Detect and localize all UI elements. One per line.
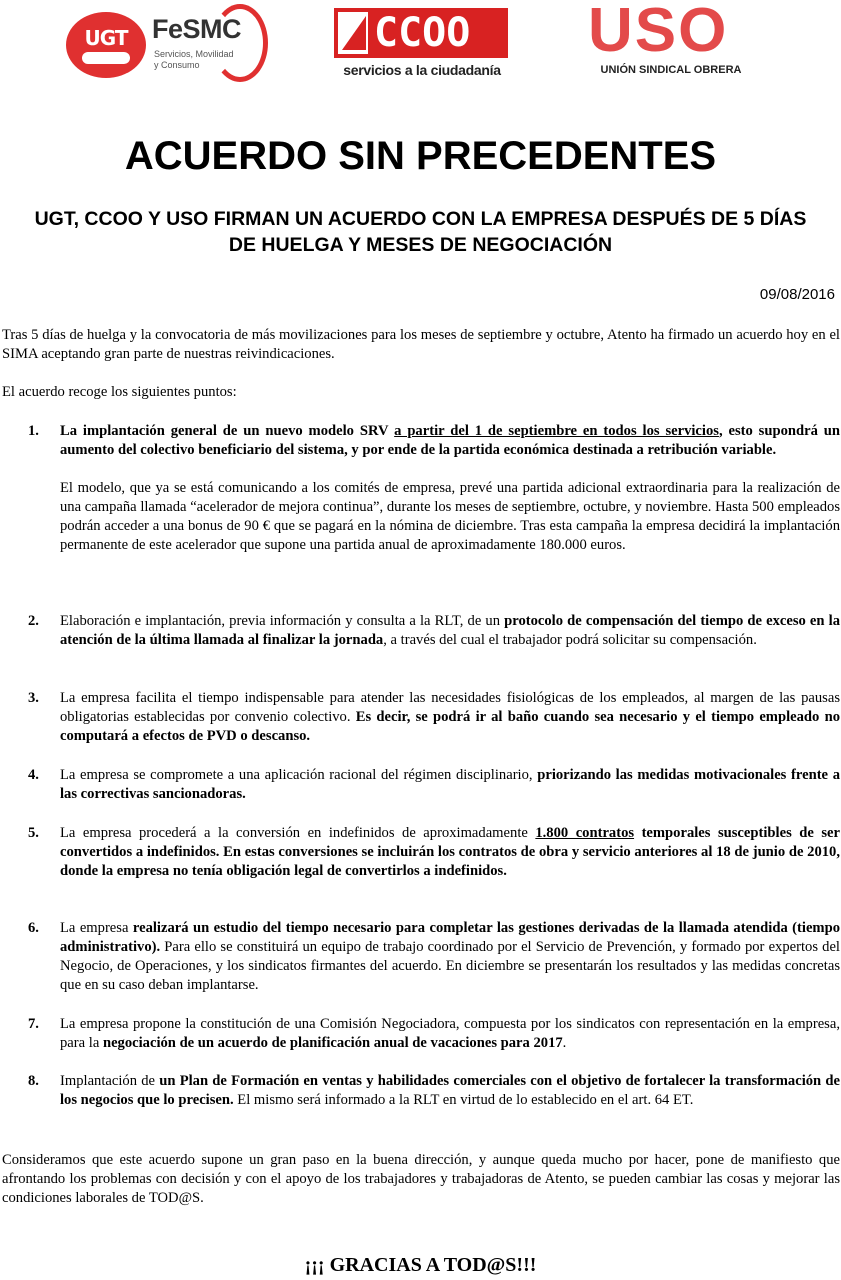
list-item-number: 3. [28, 690, 39, 706]
closing-paragraph: Consideramos que este acuerdo supone un gran paso en la buena dirección, y aunque queda mucho por hacer, pone de manifiesto que afrontando los problemas con decisión y con el apoyo de los trabajadores y trabajadoras de Atento, se pueden cambiar las cosas y mejorar las condiciones laborales de TOD@S. [2, 1152, 840, 1206]
list-item [28, 689, 840, 746]
ccoo-mark: CCOO [374, 10, 471, 56]
ugt-circle-icon [66, 12, 146, 78]
item-text-part: Elaboración e implantación, previa información y consulta a la RLT, de un [60, 613, 505, 629]
list-item-text [60, 612, 840, 650]
intro-paragraph: Tras 5 días de huelga y la convocatoria de más movilizaciones para los meses de septiembre y octubre, Atento ha firmado un acuerdo hoy en el SIMA aceptando gran parte de nuestras reivindicaciones. [2, 327, 840, 362]
list-item [28, 766, 840, 804]
page-subtitle: UGT, CCOO Y USO FIRMAN UN ACUERDO CON LA EMPRESA DESPUÉS DE 5 DÍAS DE HUELGA Y MESES DE NEGOCIACIÓN [34, 208, 807, 256]
list-item-text [60, 689, 840, 746]
list-item-number: 7. [28, 1016, 39, 1032]
item-text-bold: priorizando las medidas motivacionales frente a las correctivas sancionadoras. [60, 767, 841, 802]
item-text-underlined: a partir del 1 de septiembre en todos los servicios [394, 423, 719, 439]
list-item-number: 5. [28, 825, 39, 841]
list-item-text [60, 919, 840, 995]
lead-paragraph: El acuerdo recoge los siguientes puntos: [2, 384, 237, 400]
item-text-part: La empresa propone la constitución de una Comisión Negociadora, compuesta por los sindicatos con representación en la empresa, para la [60, 1016, 840, 1051]
item-text-bold: negociación de un acuerdo de planificación anual de vacaciones para 2017 [102, 1035, 563, 1051]
item-text-bold: Es decir, se podrá ir al baño cuando sea necesario y el tiempo empleado no computará a efectos de PVD o descanso. [60, 709, 840, 744]
list-item [28, 1015, 840, 1053]
item-text-part: La empresa procederá a la conversión en indefinidos de aproximadamente [60, 825, 536, 841]
handshake-icon [82, 52, 130, 64]
thanks-message: ¡¡¡ GRACIAS A TOD@S!!! [304, 1254, 537, 1276]
list-item [28, 612, 840, 650]
logo-bar [0, 0, 841, 90]
fesmc-subtitle-line-1: Servicios, Movilidad [154, 49, 234, 59]
fesmc-arc-icon [212, 4, 268, 82]
list-item-text [60, 1072, 840, 1110]
list-item-detail: El modelo, que ya se está comunicando a los comités de empresa, prevé una partida adicional extraordinaria para la realización de una campaña llamada “acelerador de mejora continua”, durante los meses de septiembre, octubre, y noviembre. Hasta 500 empleados podrán acceder a una bonus de 90 € que se pagará en la nómina de diciembre. Tras esta campaña la empresa decidirá la implantación permanente de este acelerador que supone una partida anual de aproximadamente 180.000 euros. [60, 480, 840, 553]
fesmc-title: FeSMC [152, 14, 242, 44]
list-item [28, 1072, 840, 1110]
list-item [28, 824, 840, 881]
item-text-part: . [562, 1035, 567, 1051]
item-text-part: La empresa facilita el tiempo indispensable para atender las necesidades fisiológicas de los empleados, al margen de las pausas obligatorias establecidas por convenio colectivo. [60, 690, 840, 725]
document-date: 09/08/2016 [759, 286, 835, 303]
item-text-bold-underlined: 1.800 contratos [535, 825, 635, 841]
item-text-bold: un Plan de Formación en ventas y habilidades comerciales con el objetivo de fortalecer la transformación de los negocios que lo precisen. [60, 1073, 840, 1108]
item-text-part: Para ello se constituirá un equipo de trabajo coordinado por el Servicio de Prevención, y formado por expertos del Negocio, de Operaciones, y los sindicatos firmantes del acuerdo. En diciembre se presentarán los resultados y las medidas concretas que en su caso deban implantarse. [60, 939, 840, 993]
list-item-number: 1. [28, 423, 39, 439]
list-item-text [60, 1015, 840, 1053]
item-text-part: , a través del cual el trabajador podrá solicitar su compensación. [383, 632, 757, 648]
list-item-text [60, 422, 840, 460]
list-item-text [60, 766, 840, 804]
list-item [28, 919, 840, 995]
list-item-number: 4. [28, 767, 39, 783]
item-text-part: La empresa [60, 920, 133, 936]
ccoo-logo [334, 8, 510, 84]
item-text-part: La implantación general de un nuevo modelo SRV [60, 423, 395, 439]
list-item-text [60, 824, 840, 881]
list-item-number: 8. [28, 1073, 39, 1089]
ugt-mark: UGT [84, 26, 128, 50]
item-text-part: El mismo será informado a la RLT en virtud de lo establecido en el art. 64 ET. [233, 1092, 694, 1108]
uso-tagline: UNIÓN SINDICAL OBRERA [600, 64, 742, 76]
ugt-fesmc-logo [62, 4, 274, 82]
item-text-part: La empresa se compromete a una aplicación racional del régimen disciplinario, [60, 767, 538, 783]
item-text-bold: temporales susceptibles de ser convertidos a indefinidos. En estas conversiones se incluirán los contratos de obra y servicio anteriores al 18 de junio de 2010, donde la empresa no tenía obligación legal de convertirlos a indefinidos. [60, 825, 840, 879]
list-item-number: 6. [28, 920, 39, 936]
item-text-bold: realizará un estudio del tiempo necesario para completar las gestiones derivadas de la llamada atendida (tiempo administrativo). [60, 920, 841, 955]
item-text-part: , esto supondrá un aumento del colectivo beneficiario del sistema, y por ende de la partida económica destinada a retribución variable. [60, 423, 840, 458]
list-item-number: 2. [28, 613, 39, 629]
item-text-part: Implantación de [60, 1073, 160, 1089]
item-text-bold: protocolo de compensación del tiempo de exceso en la atención de la última llamada al finalizar la jornada [60, 613, 840, 648]
ccoo-red-box [334, 8, 508, 58]
page-title: ACUERDO SIN PRECEDENTES [124, 134, 717, 178]
uso-mark: USO [588, 0, 729, 65]
fesmc-subtitle-line-2: y Consumo [154, 60, 200, 70]
ccoo-flag-icon [338, 12, 368, 54]
uso-logo [588, 0, 758, 82]
list-item [28, 422, 840, 555]
ccoo-tagline: servicios a la ciudadanía [343, 62, 501, 78]
